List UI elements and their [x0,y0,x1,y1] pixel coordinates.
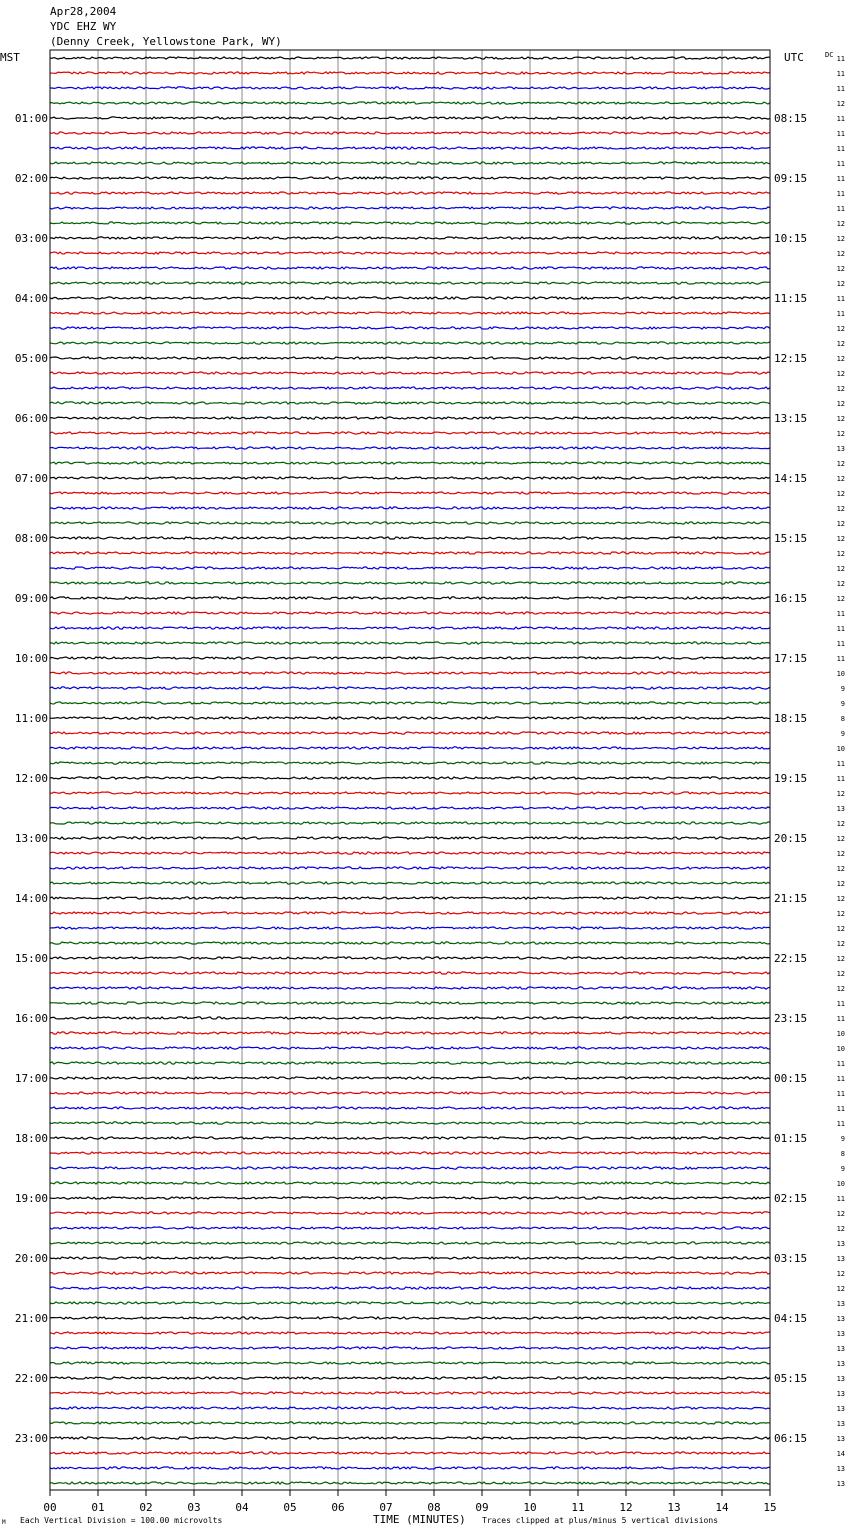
dc-offset-value: 9 [840,700,845,708]
x-tick-label-08: 08 [427,1501,441,1514]
trace-line-88 [50,1362,770,1364]
utc-hour-label: 05:15 [774,1372,808,1385]
dc-offset-value: 12 [836,790,845,798]
dc-offset-value: 11 [836,190,845,198]
trace-line-95 [50,1467,770,1469]
trace-line-31 [50,507,770,509]
dc-offset-value: 12 [836,880,845,888]
dc-offset-value: 11 [836,1195,845,1203]
mst-hour-label: 04:00 [14,292,48,305]
dc-offset-value: 12 [836,250,845,258]
dc-offset-value: 12 [836,100,845,108]
dc-offset-value: 12 [836,955,845,963]
x-tick-label-00: 00 [43,1501,57,1514]
dc-offset-value: 12 [836,370,845,378]
trace-line-7 [50,147,770,149]
dc-offset-value: 12 [836,1270,845,1278]
trace-line-4 [50,102,770,104]
dc-offset-value: 12 [836,970,845,978]
trace-line-20 [50,342,770,344]
trace-line-23 [50,387,770,389]
dc-offset-value: 12 [836,460,845,468]
trace-line-3 [50,87,770,89]
trace-line-59 [50,927,770,929]
dc-offset-value: 13 [836,1330,845,1338]
dc-label: DC [825,51,834,59]
dc-offset-value: 13 [836,1390,845,1398]
x-tick-label-03: 03 [187,1501,201,1514]
trace-line-30 [50,492,770,494]
x-tick-label-10: 10 [523,1501,537,1514]
x-tick-label-14: 14 [715,1501,729,1514]
dc-offset-value: 13 [836,1435,845,1443]
dc-offset-value: 12 [836,1225,845,1233]
dc-offset-value: 8 [840,715,845,723]
dc-offset-value: 11 [836,1015,845,1023]
dc-offset-value: 12 [836,865,845,873]
dc-offset-value: 11 [836,655,845,663]
utc-hour-label: 00:15 [774,1072,808,1085]
trace-line-92 [50,1422,770,1424]
utc-hour-label: 14:15 [774,472,808,485]
dc-offset-value: 12 [836,280,845,288]
trace-line-25 [50,417,770,419]
dc-offset-value: 11 [836,295,845,303]
trace-line-16 [50,282,770,284]
corner-mark: M [2,1519,6,1526]
utc-hour-label: 13:15 [774,412,808,425]
x-tick-label-13: 13 [667,1501,681,1514]
dc-offset-value: 11 [836,1075,845,1083]
x-tick-label-15: 15 [763,1501,777,1514]
trace-line-67 [50,1047,770,1049]
trace-line-52 [50,822,770,824]
trace-line-48 [50,762,770,764]
dc-offset-value: 10 [836,1045,845,1053]
dc-offset-value: 13 [836,1255,845,1263]
utc-hour-label: 11:15 [774,292,808,305]
dc-offset-value: 11 [836,610,845,618]
trace-line-68 [50,1062,770,1064]
trace-line-82 [50,1272,770,1274]
trace-line-90 [50,1392,770,1394]
dc-offset-value: 12 [836,265,845,273]
utc-hour-labels [774,112,807,1445]
trace-line-87 [50,1347,770,1349]
dc-offset-value: 12 [836,355,845,363]
utc-hour-label: 09:15 [774,172,808,185]
mst-hour-label: 16:00 [14,1012,48,1025]
dc-offset-value: 8 [840,1150,845,1158]
station-location: (Denny Creek, Yellowstone Park, WY) [50,35,282,48]
trace-line-78 [50,1212,770,1214]
dc-offset-value: 11 [836,760,845,768]
plot-frame [50,50,770,1490]
utc-hour-label: 01:15 [774,1132,808,1145]
dc-offset-value: 11 [836,1090,845,1098]
trace-line-8 [50,162,770,164]
utc-hour-label: 03:15 [774,1252,808,1265]
trace-line-18 [50,312,770,314]
dc-offset-value: 13 [836,1315,845,1323]
trace-line-55 [50,867,770,869]
utc-hour-label: 02:15 [774,1192,808,1205]
dc-offset-value: 10 [836,745,845,753]
utc-hour-label: 12:15 [774,352,808,365]
utc-hour-label: 20:15 [774,832,808,845]
dc-offset-value: 9 [840,730,845,738]
dc-offset-value: 11 [836,115,845,123]
trace-line-36 [50,582,770,584]
trace-line-70 [50,1092,770,1094]
dc-offset-column [837,55,845,1488]
trace-line-21 [50,357,770,359]
trace-line-42 [50,672,770,674]
mst-hour-label: 01:00 [14,112,48,125]
dc-offset-value: 12 [836,1285,845,1293]
dc-offset-value: 12 [836,475,845,483]
trace-line-89 [50,1377,770,1379]
dc-offset-value: 11 [836,1120,845,1128]
trace-line-73 [50,1137,770,1139]
dc-offset-value: 12 [836,580,845,588]
mst-hour-label: 18:00 [14,1132,48,1145]
trace-line-61 [50,957,770,959]
dc-offset-value: 11 [836,775,845,783]
x-tick-label-09: 09 [475,1501,489,1514]
dc-offset-value: 13 [836,445,845,453]
dc-offset-value: 12 [836,835,845,843]
mst-hour-label: 11:00 [14,712,48,725]
dc-offset-value: 12 [836,895,845,903]
dc-offset-value: 12 [836,415,845,423]
dc-offset-value: 13 [836,1420,845,1428]
dc-offset-value: 12 [836,400,845,408]
trace-line-43 [50,687,770,689]
dc-offset-value: 11 [836,175,845,183]
dc-offset-value: 13 [836,1480,845,1488]
trace-line-75 [50,1167,770,1169]
dc-offset-value: 12 [836,340,845,348]
mst-hour-label: 10:00 [14,652,48,665]
utc-hour-label: 10:15 [774,232,808,245]
dc-offset-value: 13 [836,1300,845,1308]
trace-line-2 [50,72,770,74]
mst-hour-label: 21:00 [14,1312,48,1325]
dc-offset-value: 11 [836,640,845,648]
trace-line-34 [50,552,770,554]
trace-line-93 [50,1437,770,1439]
trace-line-14 [50,252,770,254]
x-tick-label-05: 05 [283,1501,297,1514]
trace-line-24 [50,402,770,404]
trace-line-10 [50,192,770,194]
trace-line-27 [50,447,770,449]
dc-offset-value: 12 [836,565,845,573]
trace-line-22 [50,372,770,374]
dc-offset-value: 11 [836,160,845,168]
trace-line-49 [50,777,770,779]
mst-hour-label: 02:00 [14,172,48,185]
dc-offset-value: 12 [836,985,845,993]
dc-offset-value: 13 [836,1405,845,1413]
mst-hour-label: 08:00 [14,532,48,545]
dc-offset-value: 11 [836,1060,845,1068]
trace-line-77 [50,1197,770,1199]
dc-offset-value: 12 [836,550,845,558]
trace-line-56 [50,882,770,884]
dc-offset-value: 9 [840,685,845,693]
clip-note: Traces clipped at plus/minus 5 vertical divisions [482,1516,719,1525]
dc-offset-value: 12 [836,535,845,543]
dc-offset-value: 12 [836,595,845,603]
utc-label: UTC [784,51,804,64]
trace-line-65 [50,1017,770,1019]
trace-line-46 [50,732,770,734]
x-tick-label-04: 04 [235,1501,249,1514]
trace-line-80 [50,1242,770,1244]
dc-offset-value: 12 [836,925,845,933]
trace-line-63 [50,987,770,989]
utc-hour-label: 21:15 [774,892,808,905]
dc-offset-value: 10 [836,670,845,678]
trace-line-17 [50,297,770,299]
dc-offset-value: 11 [836,310,845,318]
trace-line-33 [50,537,770,539]
trace-line-86 [50,1332,770,1334]
x-tick-label-07: 07 [379,1501,393,1514]
mst-hour-labels [15,112,48,1445]
trace-line-66 [50,1032,770,1034]
trace-line-35 [50,567,770,569]
trace-line-83 [50,1287,770,1289]
dc-offset-value: 13 [836,1375,845,1383]
x-axis-ticks [43,1490,776,1514]
trace-line-28 [50,462,770,464]
utc-hour-label: 23:15 [774,1012,808,1025]
mst-hour-label: 20:00 [14,1252,48,1265]
trace-line-53 [50,837,770,839]
trace-line-96 [50,1482,770,1484]
dc-offset-value: 12 [836,385,845,393]
trace-line-32 [50,522,770,524]
utc-hour-label: 19:15 [774,772,808,785]
dc-offset-value: 12 [836,520,845,528]
trace-line-40 [50,642,770,644]
station-code: YDC EHZ WY [50,20,117,33]
dc-offset-value: 11 [836,1105,845,1113]
dc-offset-value: 11 [836,1000,845,1008]
dc-offset-value: 11 [836,55,845,63]
trace-line-5 [50,117,770,119]
trace-line-64 [50,1002,770,1004]
dc-offset-value: 13 [836,1345,845,1353]
trace-line-60 [50,942,770,944]
dc-offset-value: 11 [836,625,845,633]
trace-line-62 [50,972,770,974]
trace-line-41 [50,657,770,659]
mst-hour-label: 17:00 [14,1072,48,1085]
trace-line-44 [50,702,770,704]
utc-hour-label: 08:15 [774,112,808,125]
trace-line-9 [50,177,770,179]
utc-hour-label: 18:15 [774,712,808,725]
trace-line-58 [50,912,770,914]
trace-line-51 [50,807,770,809]
trace-line-19 [50,327,770,329]
dc-offset-value: 13 [836,1465,845,1473]
dc-offset-value: 12 [836,220,845,228]
dc-offset-value: 13 [836,805,845,813]
dc-offset-value: 10 [836,1030,845,1038]
mst-hour-label: 15:00 [14,952,48,965]
x-tick-label-01: 01 [91,1501,105,1514]
trace-line-1 [50,57,770,59]
dc-offset-value: 12 [836,490,845,498]
utc-hour-label: 04:15 [774,1312,808,1325]
trace-line-81 [50,1257,770,1259]
trace-line-47 [50,747,770,749]
mst-label: MST [0,51,20,64]
mst-hour-label: 14:00 [14,892,48,905]
dc-offset-value: 12 [836,850,845,858]
dc-offset-value: 13 [836,1240,845,1248]
trace-line-91 [50,1407,770,1409]
trace-line-76 [50,1182,770,1184]
trace-line-11 [50,207,770,209]
utc-hour-label: 15:15 [774,532,808,545]
mst-hour-label: 12:00 [14,772,48,785]
utc-hour-label: 17:15 [774,652,808,665]
x-axis-title: TIME (MINUTES) [373,1513,466,1526]
trace-line-54 [50,852,770,854]
dc-offset-value: 12 [836,1210,845,1218]
scale-note: Each Vertical Division = 100.00 microvolts [20,1516,223,1525]
trace-line-79 [50,1227,770,1229]
trace-line-6 [50,132,770,134]
trace-line-74 [50,1152,770,1154]
trace-line-85 [50,1317,770,1319]
x-tick-label-02: 02 [139,1501,153,1514]
dc-offset-value: 12 [836,505,845,513]
x-tick-label-12: 12 [619,1501,633,1514]
mst-hour-label: 13:00 [14,832,48,845]
dc-offset-value: 9 [840,1135,845,1143]
mst-hour-label: 22:00 [14,1372,48,1385]
plot-date: Apr28,2004 [50,5,117,18]
dc-offset-value: 10 [836,1180,845,1188]
trace-line-15 [50,267,770,269]
dc-offset-value: 12 [836,820,845,828]
trace-line-38 [50,612,770,614]
trace-line-39 [50,627,770,629]
trace-line-29 [50,477,770,479]
trace-line-84 [50,1302,770,1304]
dc-offset-value: 12 [836,910,845,918]
trace-line-45 [50,717,770,719]
trace-group [50,57,770,1484]
dc-offset-value: 11 [836,85,845,93]
dc-offset-value: 11 [836,70,845,78]
trace-line-71 [50,1107,770,1109]
dc-offset-value: 12 [836,325,845,333]
dc-offset-value: 9 [840,1165,845,1173]
mst-hour-label: 05:00 [14,352,48,365]
dc-offset-value: 14 [836,1450,845,1458]
trace-line-69 [50,1077,770,1079]
x-tick-label-11: 11 [571,1501,585,1514]
mst-hour-label: 03:00 [14,232,48,245]
dc-offset-value: 13 [836,1360,845,1368]
mst-hour-label: 06:00 [14,412,48,425]
mst-hour-label: 19:00 [14,1192,48,1205]
trace-line-94 [50,1452,770,1454]
trace-line-26 [50,432,770,434]
dc-offset-value: 12 [836,940,845,948]
mst-hour-label: 09:00 [14,592,48,605]
utc-hour-label: 16:15 [774,592,808,605]
dc-offset-value: 11 [836,205,845,213]
dc-offset-value: 11 [836,145,845,153]
utc-hour-label: 22:15 [774,952,808,965]
trace-line-12 [50,222,770,224]
trace-line-72 [50,1122,770,1124]
trace-line-50 [50,792,770,794]
mst-hour-label: 23:00 [14,1432,48,1445]
trace-line-37 [50,597,770,599]
trace-line-57 [50,897,770,899]
dc-offset-value: 12 [836,430,845,438]
utc-hour-label: 06:15 [774,1432,808,1445]
mst-hour-label: 07:00 [14,472,48,485]
dc-offset-value: 11 [836,130,845,138]
x-tick-label-06: 06 [331,1501,345,1514]
dc-offset-value: 12 [836,235,845,243]
trace-line-13 [50,237,770,239]
